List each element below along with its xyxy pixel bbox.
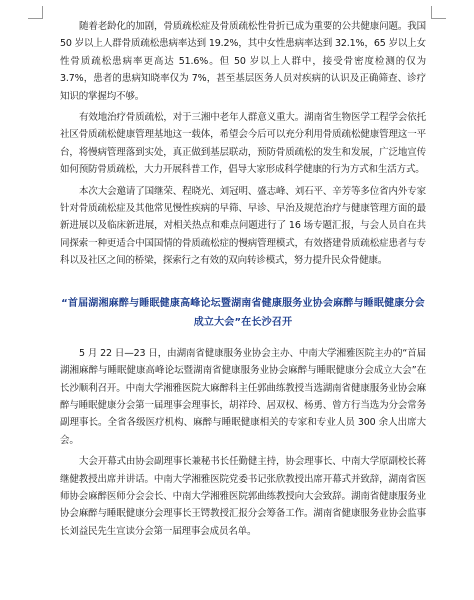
crop-mark-top-left: [28, 6, 43, 19]
paragraph-news-opening: 5 月 22 日—23 日，由湖南省健康服务业协会主办、中南大学湘雅医院主办的“首届湖湘麻醉与睡眠健康高峰论坛暨湖南省健康服务业协会麻醉与睡眠健康分会成立大会”在长沙顺利召开。中南大学湘雅医院大麻醉科主任郭曲练教授当选湖南省健康服务业协会麻醉与睡眠健康分会第一届理事会理事长，胡祥玲、居双权、杨勇、曾方行当选为分会常务副理事长。全省各级医疗机构、麻醉与睡眠健康相关的专家和专业人员 300 余人出席大会。: [60, 347, 426, 446]
paragraph-meeting-summary: 本次大会邀请了国继荣、程晓光、刘冠明、盛志峰、刘石平、辛芳等多位省内外专家针对骨质疏松症及其他常见慢性疾病的早筛、早诊、早治及规范治疗与健康管理方面的最新进展以及临床新进展，对相关热点和难点问题进行了 16 场专题汇报，与会人员自在共同探索一种更适合中国国情的骨质疏松症的慢病管理模式，有效搭建骨质疏松症患者与专科以及社区之间的桥梁，探索行之有效的双向转诊模式，努力提升民众骨健康。: [60, 185, 426, 267]
news-headline: “首届湖湘麻醉与睡眠健康高峰论坛暨湖南省健康服务业协会麻醉与睡眠健康分会成立大会”在长沙召开: [61, 297, 425, 328]
crop-mark-top-right: [431, 6, 446, 19]
paragraph-community-management: 有效地治疗骨质疏松，对于三湘中老年人群意义重大。湖南省生物医学工程学会依托社区骨质疏松健康管理基地这一载体，希望会今后可以充分利用骨质疏松健康管理这一平台，将慢病管理落到实处，真正做到基层联动，预防骨质疏松的发生和发展，广泛地宣传如何预防骨质疏松，大力开展科普工作，倡导大家形成科学健康的行为方式和生活方式。: [60, 112, 426, 176]
paragraph-news-closing: 大会开幕式由协会副理事长兼秘书长任勤健主持，协会理事长、中南大学原副校长蒋继健教授出席并讲话。中南大学湘雅医院党委书记张欣教授出席开幕式并致辞，湖南省医师协会麻醉医师分会会长、中南大学湘雅医院郭曲练教授向大会致辞。湖南省健康服务业协会麻醉与睡眠健康分会理事长王锷教授汇报分会筹备工作。湖南省健康服务业协会监事长刘益民先生宣读分会第一届理事会成员名单。: [60, 456, 426, 537]
paragraph-osteoporosis-intro: 随着老龄化的加剧，骨质疏松症及骨质疏松性骨折已成为重要的公共健康问题。我国 50 岁以上人群骨质疏松患病率达到 19.2%，其中女性患病率达到 32.1%，65 岁以上女性骨质疏松患病率更高达 51.6%。但 50 岁以上人群中，接受骨密度检测的仅为 3.7%，患者的患病知晓率仅为 7%，甚至基层医务人员对疾病的认识及正确筛查、诊疗知识的掌握均不够。: [60, 21, 426, 102]
document-body: [60, 18, 426, 540]
